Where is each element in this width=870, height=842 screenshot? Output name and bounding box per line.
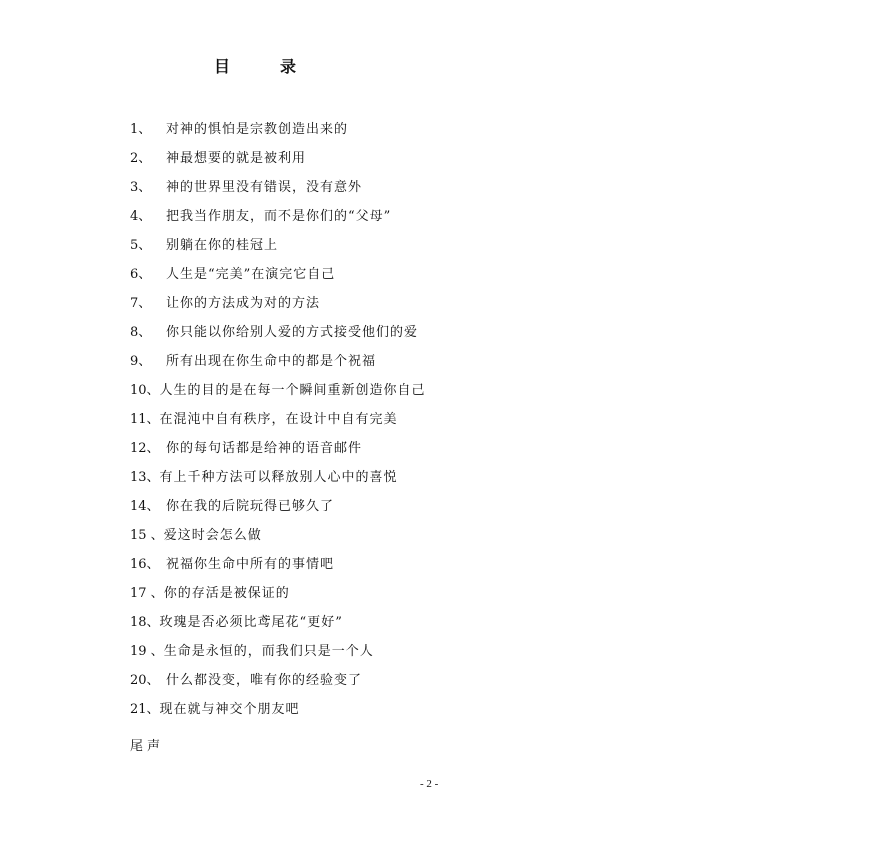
toc-item	[130, 467, 426, 496]
toc-text: 现在就与神交个朋友吧	[159, 702, 300, 717]
toc-text: 人生的目的是在每一个瞬间重新创造你自己	[159, 383, 426, 398]
page-title	[214, 54, 296, 77]
toc-number: 16、	[130, 557, 160, 572]
toc-text: 在混沌中自有秩序，在设计中自有完美	[159, 412, 398, 427]
toc-number: 21、	[130, 702, 160, 717]
toc-number: 7、	[130, 296, 152, 311]
toc-text: 有上千种方法可以释放别人心中的喜悦	[159, 470, 398, 485]
toc-item	[130, 264, 426, 293]
toc-text: 玫瑰是否必须比鸢尾花“更好”	[159, 615, 343, 630]
toc-number: 3、	[130, 180, 152, 195]
toc-item	[130, 409, 426, 438]
toc-item	[130, 235, 426, 264]
page-number: - 2 -	[420, 778, 439, 790]
toc-number: 15 、	[130, 528, 164, 543]
table-of-contents	[130, 119, 426, 728]
toc-number: 18、	[130, 615, 160, 630]
toc-item	[130, 496, 426, 525]
toc-item	[130, 322, 426, 351]
toc-item	[130, 438, 426, 467]
toc-text: 所有出现在你生命中的都是个祝福	[166, 354, 377, 369]
toc-item	[130, 525, 426, 554]
toc-number: 10、	[130, 383, 160, 398]
toc-text: 你的存活是被保证的	[163, 586, 290, 601]
toc-item	[130, 177, 426, 206]
toc-number: 14、	[130, 499, 160, 514]
toc-number: 11、	[130, 412, 160, 427]
toc-item	[130, 612, 426, 641]
toc-text: 对神的惧怕是宗教创造出来的	[166, 122, 349, 137]
title-char-left: 目	[214, 57, 231, 76]
toc-number: 20、	[130, 673, 160, 688]
toc-text: 人生是“完美”在演完它自己	[166, 267, 336, 282]
toc-item	[130, 583, 426, 612]
toc-text: 神的世界里没有错误，没有意外	[166, 180, 363, 195]
toc-number: 13、	[130, 470, 160, 485]
toc-number: 6、	[130, 267, 152, 282]
toc-item	[130, 351, 426, 380]
toc-number: 5、	[130, 238, 152, 253]
toc-text: 神最想要的就是被利用	[166, 151, 307, 166]
epilogue-entry: 尾声	[130, 739, 165, 754]
toc-number: 1、	[130, 122, 152, 137]
toc-text: 你在我的后院玩得已够久了	[166, 499, 335, 514]
toc-number: 2、	[130, 151, 152, 166]
toc-text: 生命是永恒的，而我们只是一个人	[163, 644, 374, 659]
toc-text: 什么都没变，唯有你的经验变了	[166, 673, 363, 688]
toc-item	[130, 293, 426, 322]
toc-number: 8、	[130, 325, 152, 340]
toc-number: 19 、	[130, 644, 164, 659]
toc-text: 别躺在你的桂冠上	[166, 238, 279, 253]
toc-number: 17 、	[130, 586, 164, 601]
toc-item	[130, 206, 426, 235]
toc-item	[130, 380, 426, 409]
toc-text: 你只能以你给别人爱的方式接受他们的爱	[166, 325, 419, 340]
toc-number: 12、	[130, 441, 160, 456]
toc-number: 9、	[130, 354, 152, 369]
toc-text: 让你的方法成为对的方法	[166, 296, 321, 311]
toc-item	[130, 119, 426, 148]
toc-number: 4、	[130, 209, 152, 224]
toc-text: 你的每句话都是给神的语音邮件	[166, 441, 363, 456]
toc-item	[130, 148, 426, 177]
toc-text: 把我当作朋友，而不是你们的“父母”	[166, 209, 392, 224]
toc-item	[130, 670, 426, 699]
toc-text: 祝福你生命中所有的事情吧	[166, 557, 335, 572]
toc-item	[130, 641, 426, 670]
toc-text: 爱这时会怎么做	[163, 528, 262, 543]
toc-item	[130, 699, 426, 728]
title-char-right: 录	[280, 57, 297, 76]
toc-item	[130, 554, 426, 583]
